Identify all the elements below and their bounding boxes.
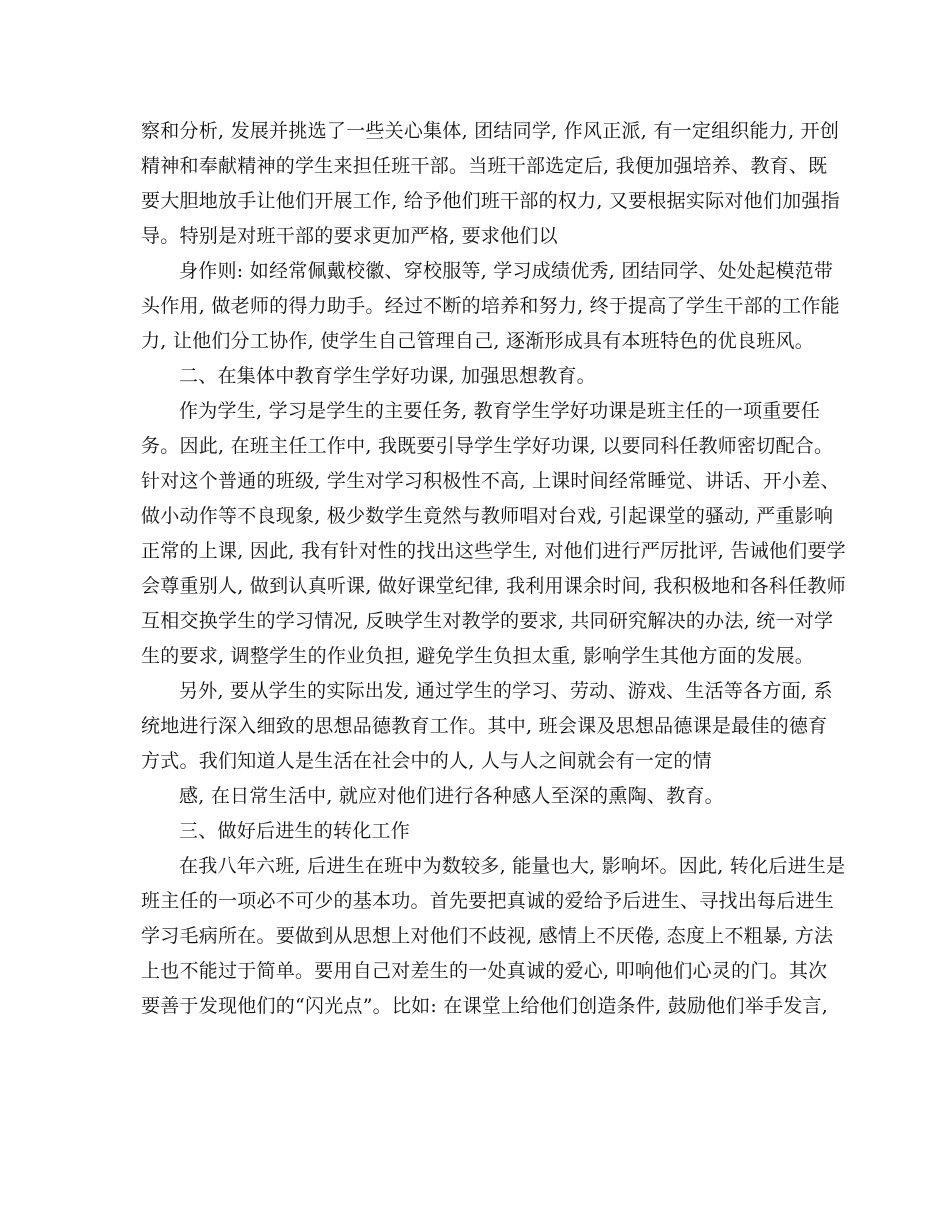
text-line: 生的要求, 调整学生的作业负担, 避免学生负担太重, 影响学生其他方面的发展。 bbox=[141, 645, 814, 667]
text-line: 作为学生, 学习是学生的主要任务, 教育学生学好功课是班主任的一项重要任 bbox=[179, 400, 821, 422]
text-line: 针对这个普通的班级, 学生对学习积极性不高, 上课时间经常睡觉、讲话、开小差、 bbox=[141, 470, 840, 492]
text-line: 方式。我们知道人是生活在社会中的人, 人与人之间就会有一定的情 bbox=[141, 750, 712, 772]
text-line: 察和分析, 发展并挑选了一些关心集体, 团结同学, 作风正派, 有一定组织能力, 开创 bbox=[141, 120, 840, 142]
text-line: 会尊重别人, 做到认真听课, 做好课堂纪律, 我利用课余时间, 我积极地和各科任教师 bbox=[141, 575, 846, 597]
text-line: 感, 在日常生活中, 就应对他们进行各种感人至深的熏陶、教育。 bbox=[179, 785, 724, 807]
text-line: 要大胆地放手让他们开展工作, 给予他们班干部的权力, 又要根据实际对他们加强指 bbox=[141, 190, 840, 212]
text-line: 学习毛病所在。要做到从思想上对他们不歧视, 感情上不厌倦, 态度上不粗暴, 方法 bbox=[141, 925, 834, 947]
text-line: 导。特别是对班干部的要求更加严格, 要求他们以 bbox=[141, 225, 558, 247]
text-line: 互相交换学生的学习情况, 反映学生对教学的要求, 共同研究解决的办法, 统一对学 bbox=[141, 610, 834, 632]
text-line: 上也不能过于简单。要用自己对差生的一处真诚的爱心, 叩响他们心灵的门。其次 bbox=[141, 960, 828, 982]
text-line: 精神和奉献精神的学生来担任班干部。当班干部选定后, 我便加强培养、教育、既 bbox=[141, 155, 828, 177]
text-line: 班主任的一项必不可少的基本功。首先要把真诚的爱给予后进生、寻找出每后进生 bbox=[141, 890, 835, 912]
text-line: 头作用, 做老师的得力助手。经过不断的培养和努力, 终于提高了学生干部的工作能 bbox=[141, 295, 840, 317]
text-line: 做小动作等不良现象, 极少数学生竟然与教师唱对台戏, 引起课堂的骚动, 严重影响 bbox=[141, 505, 834, 527]
text-line: 身作则: 如经常佩戴校徽、穿校服等, 学习成绩优秀, 团结同学、处处起模范带 bbox=[179, 260, 834, 282]
text-line: 务。因此, 在班主任工作中, 我既要引导学生学好功课, 以要同科任教师密切配合。 bbox=[141, 435, 834, 457]
text-line: 统地进行深入细致的思想品德教育工作。其中, 班会课及思想品德课是最佳的德育 bbox=[141, 715, 828, 737]
text-line: 正常的上课, 因此, 我有针对性的找出这些学生, 对他们进行严厉批评, 告诫他们要学 bbox=[141, 540, 846, 562]
text-line: 另外, 要从学生的实际出发, 通过学生的学习、劳动、游戏、生活等各方面, 系 bbox=[179, 680, 833, 702]
text-line: 力, 让他们分工协作, 使学生自己管理自己, 逐渐形成具有本班特色的优良班风。 bbox=[141, 330, 814, 352]
text-line: 在我八年六班, 后进生在班中为数较多, 能量也大, 影响坏。因此, 转化后进生是 bbox=[179, 855, 846, 877]
section-heading: 二、在集体中教育学生学好功课, 加强思想教育。 bbox=[179, 365, 596, 387]
section-heading: 三、做好后进生的转化工作 bbox=[179, 820, 411, 842]
text-line: 要善于发现他们的“闪光点”。比如: 在课堂上给他们创造条件, 鼓励他们举手发言, bbox=[141, 995, 828, 1017]
